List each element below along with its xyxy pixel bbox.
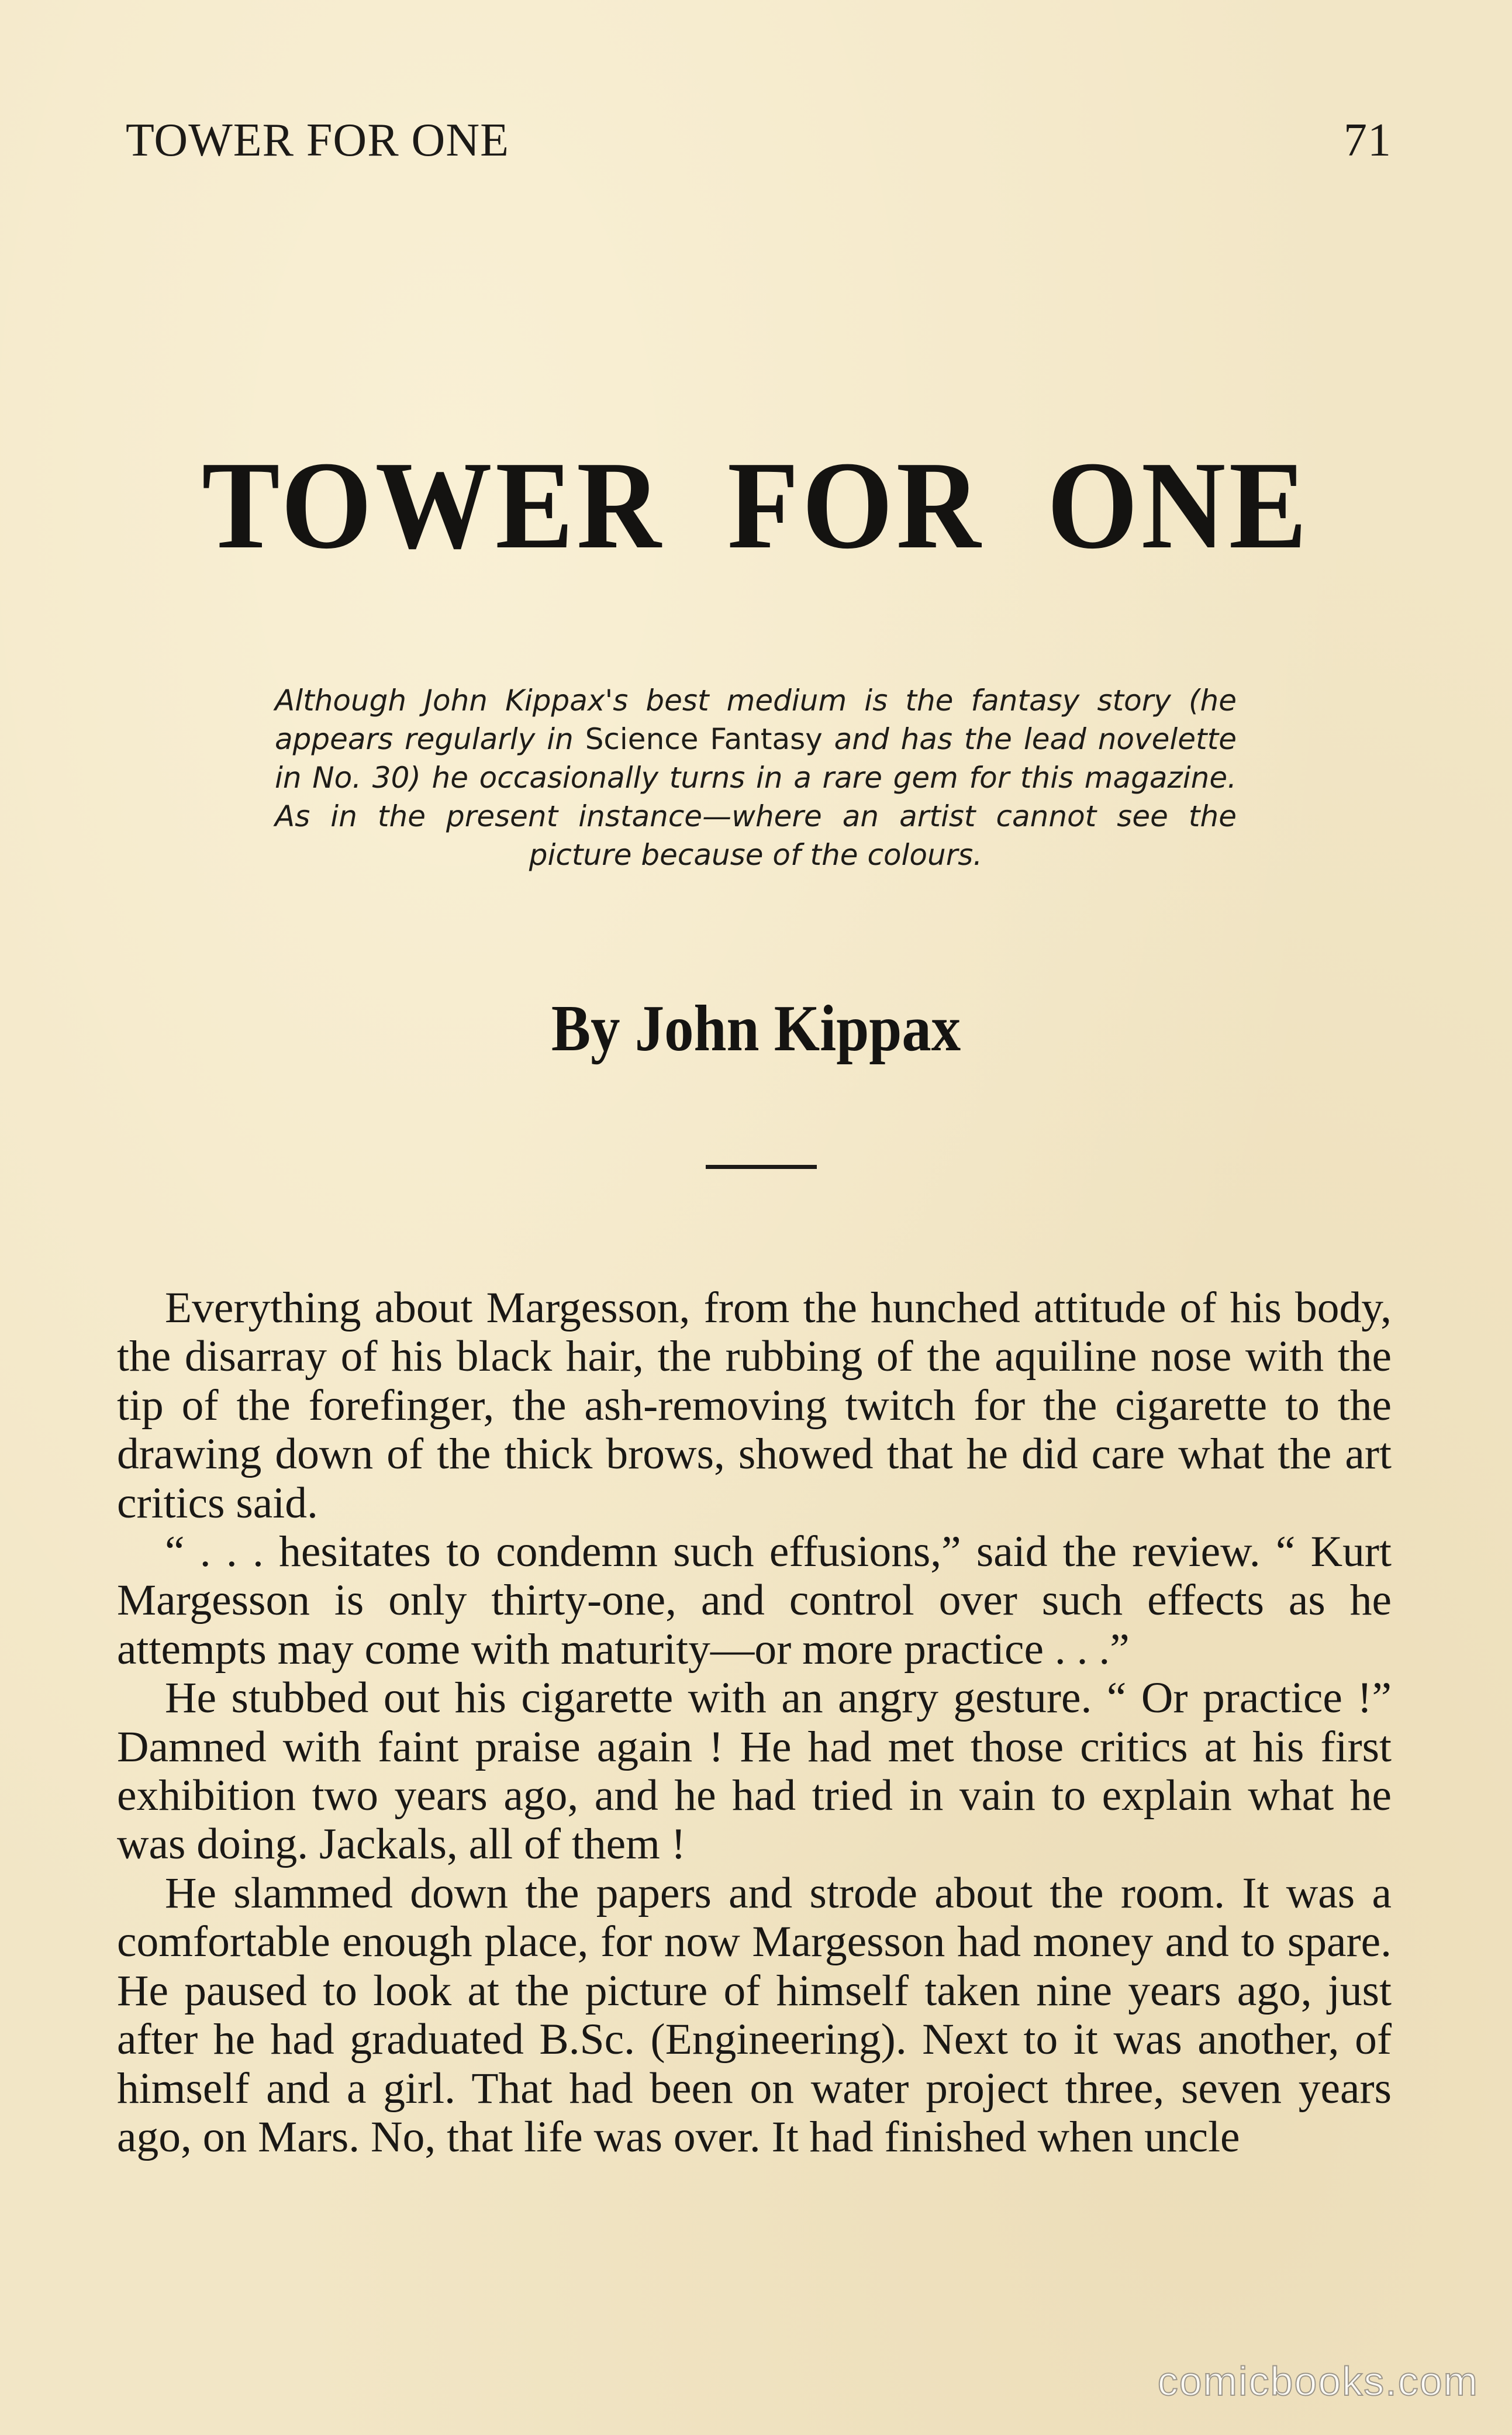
- story-title: [53, 433, 1459, 578]
- body-paragraph: “ . . . hesitates to condemn such effusions,” said the review. “ Kurt Margesson is only thirty-one, and control over such effects as he attempts may come with maturity—or more practice . . .”: [117, 1527, 1392, 1674]
- body-paragraph: Everything about Margesson, from the hunched attitude of his body, the disarray of his black hair, the rubbing of the aquiline nose with the tip of the forefinger, the ash-removing twitch for the cigarette to the drawing down of the thick brows, showed that he did care what the art critics said.: [117, 1284, 1392, 1527]
- story-introduction: [275, 681, 1237, 874]
- running-head: [126, 114, 1392, 178]
- page-number: 71: [1344, 115, 1392, 166]
- story-title-word: TOWER: [202, 435, 665, 575]
- author-byline: By John Kippax: [551, 992, 961, 1065]
- intro-text: Although John Kippax's best medium is the fantasy story (he appears regularly in: [275, 684, 1237, 756]
- running-head-title: TOWER FOR ONE: [126, 115, 509, 166]
- story-title-word: FOR: [727, 435, 984, 575]
- section-divider: [706, 1165, 817, 1169]
- body-paragraph: He slammed down the papers and strode about the room. It was a comfortable enough place, for now Margesson had money and to spare. He paused to look at the picture of himself taken nine years ago, just after he had graduated B.Sc. (Engineering). Next to it was another, of himself and a girl. That had been on water project three, seven years ago, on Mars. No, that life was over. It had finished when uncle: [117, 1868, 1392, 2161]
- intro-text: and has the lead novelette in No. 30) he occasionally turns in a rare gem for this magazine. As in the present instance—where an artist cannot see the picture because of the colours.: [275, 722, 1237, 872]
- body-paragraph: He stubbed out his cigarette with an angry gesture. “ Or practice !” Damned with faint praise again ! He had met those critics at his first exhibition two years ago, and he had tried in vain to explain what he was doing. Jackals, all of them !: [117, 1674, 1392, 1869]
- story-title-word: ONE: [1047, 435, 1310, 575]
- watermark-logo: comicbooks.com: [1157, 2358, 1479, 2404]
- story-body: [117, 1284, 1392, 2161]
- intro-magazine-name: Science Fantasy: [585, 722, 823, 756]
